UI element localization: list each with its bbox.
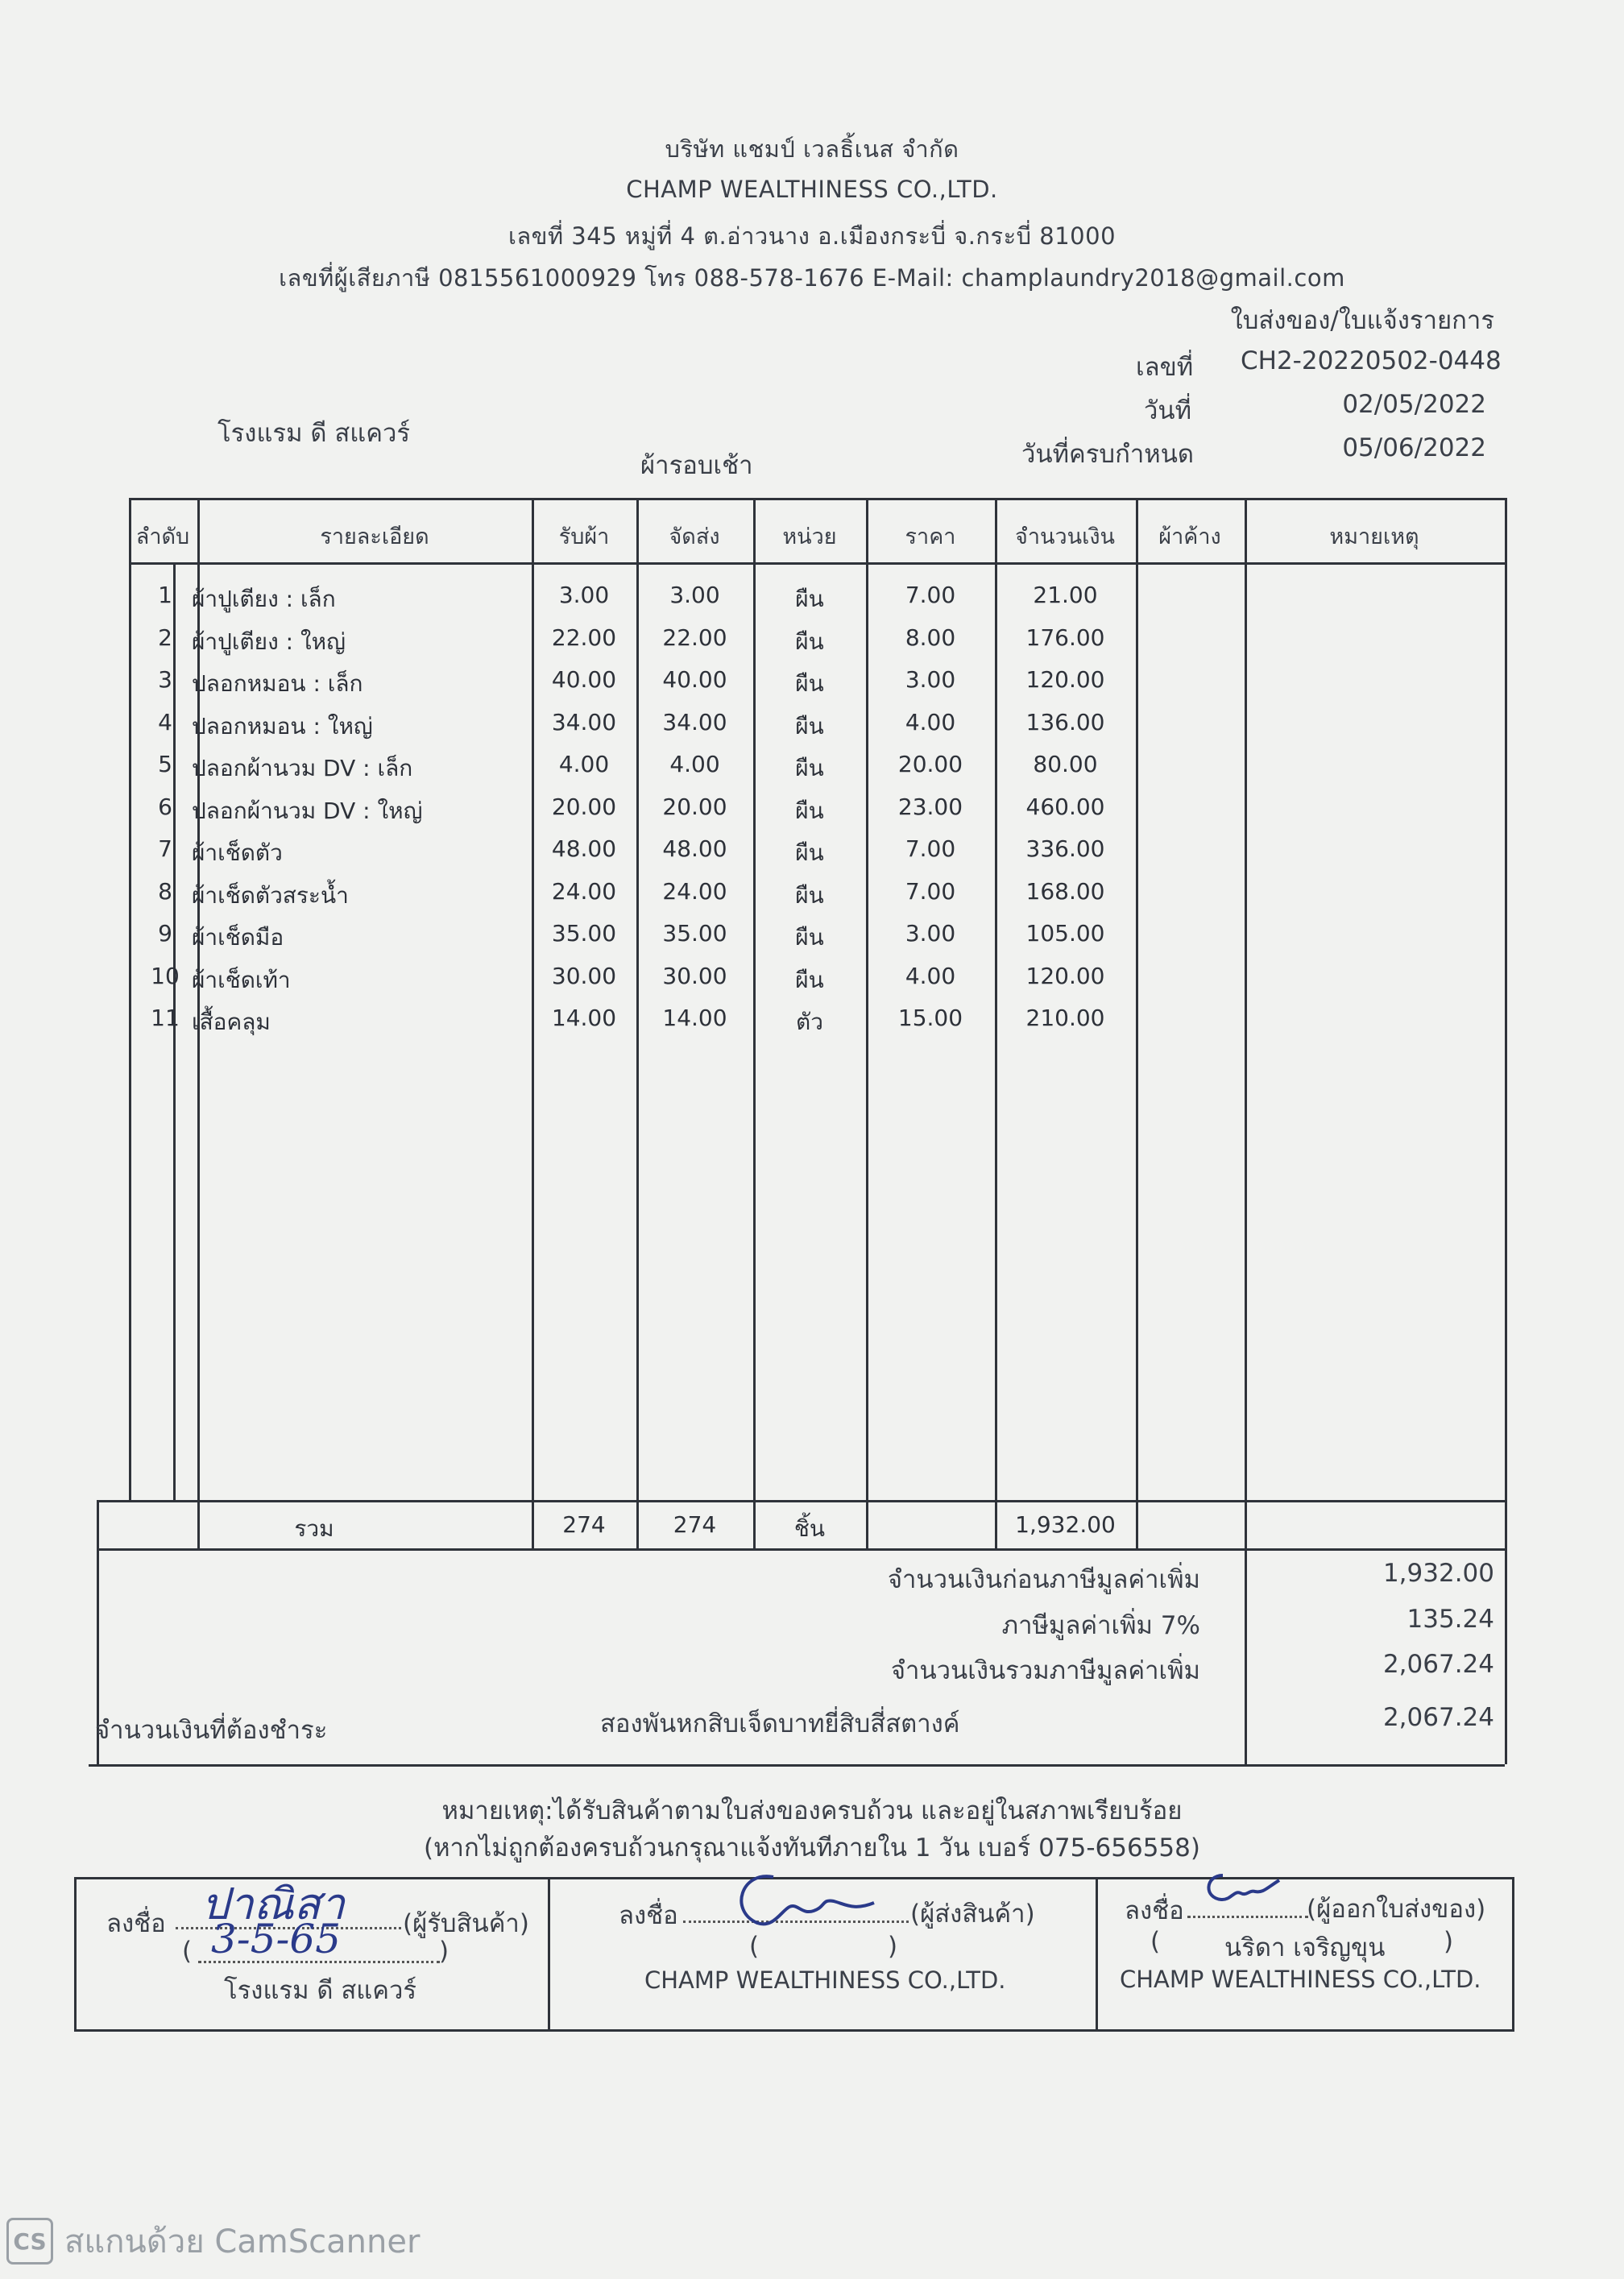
- sender-paren-open: (: [749, 1932, 760, 1961]
- table-header-cell: รายละเอียด: [320, 524, 429, 549]
- receiver-paren-open: (: [182, 1937, 193, 1966]
- table-cell-recv: 40.00: [551, 666, 617, 693]
- table-cell-price: 4.00: [905, 962, 956, 989]
- company-tax-line: เลขที่ผู้เสียภาษี 0815561000929 โทร 088-578-1676 E-Mail: champlaundry2018@gmail.com: [279, 264, 1345, 292]
- company-name-en: CHAMP WEALTHINESS CO.,LTD.: [626, 176, 998, 203]
- table-vline: [1505, 498, 1507, 1764]
- issuer-sign-prefix: ลงชื่อ: [1125, 1896, 1184, 1925]
- table-cell-no: 9: [158, 920, 172, 947]
- table-cell-no: 2: [158, 624, 172, 651]
- table-hline: [89, 1764, 1505, 1767]
- doc-date-label: วันที่: [1144, 396, 1192, 425]
- table-cell-amount: 460.00: [1025, 793, 1105, 820]
- table-header-cell: หน่วย: [782, 524, 837, 549]
- table-cell-desc: ผ้าเช็ดตัว: [192, 839, 283, 866]
- table-cell-unit: ผืน: [795, 839, 824, 866]
- category-label: ผ้ารอบเช้า: [640, 451, 753, 480]
- table-vline: [1245, 498, 1247, 1548]
- table-vline: [753, 498, 756, 1548]
- table-cell-amount: 210.00: [1025, 1005, 1105, 1031]
- table-header-cell: จัดส่ง: [669, 524, 720, 549]
- table-cell-sent: 24.00: [662, 877, 727, 905]
- table-cell-desc: ผ้าเช็ดเท้า: [192, 966, 291, 993]
- table-cell-amount: 120.00: [1025, 666, 1105, 693]
- table-vline: [995, 498, 997, 1548]
- table-cell-amount: 168.00: [1025, 877, 1105, 905]
- pre-vat-value: 1,932.00: [1382, 1559, 1494, 1588]
- table-vline: [1136, 498, 1138, 1548]
- vat-label: ภาษีมูลค่าเพิ่ม 7%: [1001, 1611, 1200, 1640]
- table-cell-no: 11: [151, 1005, 180, 1031]
- doc-no-label: เลขที่: [1136, 353, 1194, 382]
- table-cell-unit: ผืน: [795, 586, 824, 612]
- table-header-cell: หมายเหตุ: [1329, 524, 1419, 549]
- sender-sign-prefix: ลงชื่อ: [619, 1901, 678, 1930]
- table-header-cell: รับผ้า: [558, 524, 610, 549]
- doc-title: ใบส่งของ/ใบแจ้งรายการ: [1230, 306, 1494, 335]
- camscanner-watermark: [6, 2217, 420, 2265]
- sender-org: CHAMP WEALTHINESS CO.,LTD.: [644, 1966, 1006, 1994]
- table-cell-price: 23.00: [897, 793, 963, 820]
- receiver-signature: ปาณิสา: [201, 1879, 345, 1929]
- table-cell-sent: 48.00: [662, 835, 727, 862]
- table-cell-recv: 30.00: [551, 962, 617, 989]
- table-cell-recv: 24.00: [551, 877, 617, 905]
- with-vat-label: จำนวนเงินรวมภาษีมูลค่าเพิ่ม: [890, 1656, 1200, 1685]
- receiver-org: โรงแรม ดี สแควร์: [224, 1976, 417, 2005]
- table-cell-amount: 105.00: [1025, 920, 1105, 947]
- table-cell-desc: ผ้าปูเตียง : ใหญ่: [192, 628, 346, 655]
- vat-value: 135.24: [1406, 1605, 1494, 1634]
- signature-divider: [548, 1877, 550, 2029]
- issuer-sign-line: [1187, 1916, 1308, 1918]
- table-cell-no: 5: [158, 751, 172, 777]
- table-cell-price: 7.00: [905, 582, 956, 608]
- receiver-paren-close: ): [439, 1937, 450, 1966]
- issuer-paren-close: ): [1444, 1927, 1454, 1956]
- table-hline: [129, 562, 1505, 565]
- table-cell-no: 3: [158, 666, 172, 693]
- table-header-cell: จำนวนเงิน: [1015, 524, 1115, 549]
- table-cell-recv: 22.00: [551, 624, 617, 651]
- note-line-2: (หากไม่ถูกต้องครบถ้วนกรุณาแจ้งทันทีภายใน 1 วัน เบอร์ 075-656558): [424, 1834, 1200, 1863]
- table-cell-price: 7.00: [905, 877, 956, 905]
- table-cell-price: 20.00: [897, 751, 963, 777]
- pre-vat-label: จำนวนเงินก่อนภาษีมูลค่าเพิ่ม: [887, 1565, 1200, 1594]
- table-cell-desc: ปลอกหมอน : ใหญ่: [192, 712, 373, 740]
- table-cell-desc: ปลอกผ้านวม DV : เล็ก: [192, 755, 413, 781]
- issuer-signature-mark: [1199, 1866, 1287, 1914]
- table-header-cell: ราคา: [905, 524, 956, 549]
- table-total-cell: 1,932.00: [1015, 1511, 1116, 1538]
- table-cell-price: 3.00: [905, 920, 956, 947]
- table-vline: [1245, 1548, 1247, 1764]
- table-cell-desc: ปลอกผ้านวม DV : ใหญ่: [192, 797, 423, 824]
- issuer-role: (ผู้ออกใบส่งของ): [1307, 1895, 1486, 1924]
- camscanner-text: สแกนด้วย CamScanner: [64, 2223, 420, 2260]
- table-cell-price: 7.00: [905, 835, 956, 862]
- table-total-cell: 274: [562, 1511, 606, 1538]
- receiver-date: 3-5-65: [211, 1916, 342, 1962]
- table-cell-recv: 35.00: [551, 920, 617, 947]
- table-cell-recv: 3.00: [558, 582, 610, 608]
- table-cell-unit: ผืน: [795, 755, 824, 781]
- table-cell-sent: 22.00: [662, 624, 727, 651]
- camscanner-logo-icon: CS: [6, 2218, 53, 2264]
- table-cell-unit: ผืน: [795, 797, 824, 824]
- pay-value: 2,067.24: [1382, 1703, 1494, 1732]
- table-cell-recv: 34.00: [551, 708, 617, 735]
- table-header-cell: ลำดับ: [135, 524, 190, 549]
- receiver-sign-prefix: ลงชื่อ: [106, 1909, 166, 1938]
- pay-label: จำนวนเงินที่ต้องชำระ: [95, 1716, 328, 1745]
- table-cell-amount: 21.00: [1033, 582, 1098, 608]
- table-cell-price: 8.00: [905, 624, 956, 651]
- table-cell-unit: ผืน: [795, 924, 824, 951]
- table-cell-amount: 136.00: [1025, 708, 1105, 735]
- table-cell-desc: ปลอกหมอน : เล็ก: [192, 670, 363, 697]
- table-cell-sent: 20.00: [662, 793, 727, 820]
- table-cell-amount: 80.00: [1033, 751, 1098, 777]
- table-cell-desc: เสื้อคลุม: [192, 1009, 271, 1035]
- doc-date-value: 02/05/2022: [1342, 390, 1486, 419]
- table-header-cell: ผ้าค้าง: [1158, 524, 1221, 549]
- table-cell-price: 4.00: [905, 708, 956, 735]
- table-cell-desc: ผ้าปูเตียง : เล็ก: [192, 586, 336, 612]
- table-cell-unit: ตัว: [796, 1009, 823, 1035]
- table-cell-amount: 176.00: [1025, 624, 1105, 651]
- table-cell-sent: 40.00: [662, 666, 727, 693]
- table-cell-recv: 4.00: [558, 751, 610, 777]
- doc-due-label: วันที่ครบกำหนด: [1021, 440, 1195, 469]
- table-cell-recv: 20.00: [551, 793, 617, 820]
- table-cell-price: 3.00: [905, 666, 956, 693]
- sender-paren-close: ): [888, 1932, 898, 1961]
- table-cell-no: 4: [158, 708, 172, 735]
- table-cell-unit: ผืน: [795, 712, 824, 740]
- table-vline: [129, 498, 131, 1500]
- table-cell-price: 15.00: [897, 1005, 963, 1031]
- table-cell-sent: 3.00: [669, 582, 720, 608]
- table-total-cell: 274: [673, 1511, 717, 1538]
- table-hline: [97, 1500, 1505, 1502]
- receiver-role: (ผู้รับสินค้า): [403, 1909, 529, 1938]
- table-cell-no: 1: [158, 582, 172, 608]
- sender-role: (ผู้ส่งสินค้า): [910, 1900, 1035, 1929]
- issuer-org: CHAMP WEALTHINESS CO.,LTD.: [1120, 1966, 1481, 1993]
- table-cell-sent: 4.00: [669, 751, 720, 777]
- table-cell-unit: ผืน: [795, 966, 824, 993]
- table-cell-sent: 14.00: [662, 1005, 727, 1031]
- customer-name: โรงแรม ดี สแควร์: [218, 419, 411, 448]
- table-cell-sent: 34.00: [662, 708, 727, 735]
- table-vline: [532, 498, 534, 1548]
- table-cell-no: 7: [158, 835, 172, 862]
- table-vline: [173, 562, 176, 1500]
- issuer-paren-open: (: [1150, 1927, 1161, 1956]
- pay-words: สองพันหกสิบเจ็ดบาทยี่สิบสี่สตางค์: [600, 1709, 960, 1738]
- table-total-cell: ชิ้น: [793, 1515, 826, 1542]
- table-vline: [636, 498, 639, 1548]
- company-name-th: บริษัท แชมป์ เวลธิ้เนส จำกัด: [665, 135, 959, 163]
- table-hline: [129, 498, 1505, 500]
- table-cell-no: 6: [158, 793, 172, 820]
- sender-signature-mark: [725, 1863, 886, 1935]
- table-total-cell: รวม: [294, 1515, 334, 1542]
- table-cell-desc: ผ้าเช็ดมือ: [192, 924, 284, 951]
- table-cell-unit: ผืน: [795, 670, 824, 697]
- table-cell-amount: 120.00: [1025, 962, 1105, 989]
- table-vline: [866, 498, 868, 1548]
- signature-divider: [1096, 1877, 1098, 2029]
- doc-due-value: 05/06/2022: [1342, 433, 1486, 462]
- table-cell-sent: 35.00: [662, 920, 727, 947]
- table-cell-desc: ผ้าเช็ดตัวสระน้ำ: [192, 881, 349, 909]
- table-hline: [97, 1548, 1505, 1551]
- table-cell-unit: ผืน: [795, 881, 824, 909]
- table-cell-unit: ผืน: [795, 628, 824, 655]
- table-cell-no: 8: [158, 877, 172, 905]
- table-cell-recv: 14.00: [551, 1005, 617, 1031]
- doc-no-value: CH2-20220502-0448: [1241, 346, 1502, 375]
- table-cell-recv: 48.00: [551, 835, 617, 862]
- issuer-name: นริดา เจริญขุน: [1224, 1933, 1386, 1962]
- table-cell-no: 10: [151, 962, 180, 989]
- table-cell-amount: 336.00: [1025, 835, 1105, 862]
- company-address: เลขที่ 345 หมู่ที่ 4 ต.อ่าวนาง อ.เมืองกระบี่ จ.กระบี่ 81000: [508, 222, 1116, 250]
- note-line-1: หมายเหตุ:ได้รับสินค้าตามใบส่งของครบถ้วน และอยู่ในสภาพเรียบร้อย: [441, 1796, 1183, 1825]
- with-vat-value: 2,067.24: [1382, 1650, 1494, 1679]
- table-cell-sent: 30.00: [662, 962, 727, 989]
